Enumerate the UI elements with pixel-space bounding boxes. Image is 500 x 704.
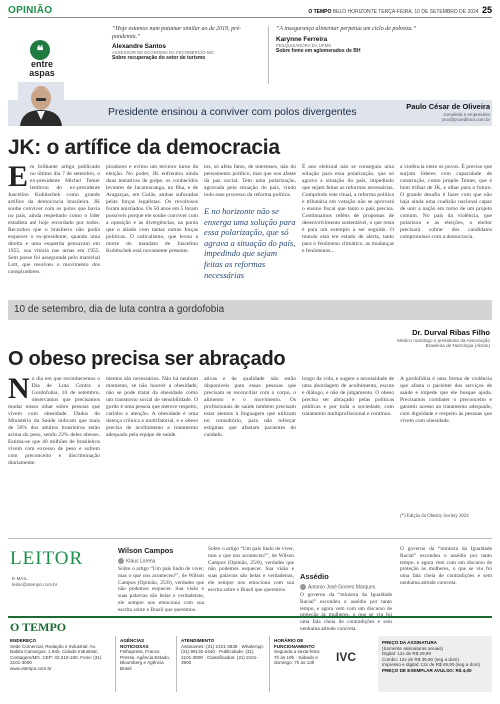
pull-quote: E no horizonte não se enxerga uma solução para essa polarização, que só agrava a situação do país, impedindo que sejam feitas as reformas necessárias — [204, 206, 296, 280]
column-banner-title: Presidente ensinou a conviver com polos divergentes — [108, 106, 357, 118]
service-title: ATENDIMENTO — [181, 638, 215, 643]
footer-service — [181, 638, 265, 666]
hours-title: HORÁRIO DE FUNCIONAMENTO — [274, 638, 315, 649]
article-headline: O obeso precisa ser abraçado — [8, 348, 286, 370]
article-column — [106, 376, 198, 526]
quote-role: ASSESSOR DE ECONOMIA DA FECOMÉRCIO-MG — [112, 50, 214, 55]
footer-prices — [382, 640, 490, 674]
letter-title: Assédio — [300, 572, 329, 581]
author-info — [442, 112, 490, 123]
author-portrait — [18, 82, 64, 126]
article-text: m brilhante artigo publicado no último dia 7 de setembro, o ex-presidente Michel Temer lembrou do ex-presidente Juscelino Kubitschek como grande artífice da democracia brasileira. JK soube conviver com os polos que havia no país, ainda respeitado como o líder estadista até hoje recordado por todos. Recordou que o brasileiro não podia esquecer o ex-presidente, quando uma direita e uma esquerda pensavam em 1955, sua vitória nas urnas em 1955. Sem posse foi assegurada pelo marechal Lott, que resolveu o movimento dos conspiradores. — [8, 164, 100, 275]
letter-body: O governo da “ministra da Igualdade Racial” escondeu o assédio por tanto tempo, e agora vem com um discurso de proteção às mulheres, o que se viu foi uma fala cheia de contradições e sem nenhuma atitude concreta. — [400, 546, 492, 586]
article-text: É ano eleitoral não se conseguiu uma solução para essa polarização, que só agrava a situação do país, impedindo que sejam feitas as reformas necessárias. Cumprindo este ritual, a reforma política e tributária em votação não se aprovará o ensino fiscal que tanto o país precisa. Continuamos reféns de propostas de desenvolvimento sustentável, o que resta é para um exemplo a ser seguido. O mundo está em estado de alerta, tanto para o fenômeno climático, as mudanças e fenômenos... — [302, 164, 394, 254]
quote-role: PESQUISADORA DA UFMG — [276, 42, 332, 48]
quote-text: “A insegurança alimentar perpetua um ciclo de pobreza.” — [276, 26, 417, 32]
ivc-logo: IVC — [336, 650, 357, 664]
address-title: ENDEREÇO — [10, 638, 37, 643]
article-column — [302, 164, 394, 292]
city: BELO HORIZONTE — [332, 9, 377, 15]
label-line1: entre — [30, 59, 53, 69]
letter-title: Wilson Campos — [118, 546, 174, 555]
article-text: longo da vida, e sugere a necessidade de uma abordagem de acolhimento, escuta e diálogo, e não de julgamento. O obeso precisa ser abraçado pelas políticas públicas e por toda a sociedade, com tratamento multiprofissional e contínuo. — [302, 376, 394, 417]
drop-cap: N — [8, 372, 30, 405]
date: TERÇA-FEIRA, 10 DE SETEMBRO DE 2024 — [378, 9, 479, 15]
address-text: Sede Comercial, Redação e Industrial: Av. Babita Camargos, 1.645, Cidade Industrial, Contagem/MG. CEP: 32.210-180. Fone: (31) 2101-3000 — [10, 643, 102, 666]
article-column — [8, 372, 100, 526]
article-text: piradores e evitou um terceiro turno da eleição. No poder, JK enfrentou ainda duas tentativas de golpe, os conhecidos levantes de Jacareacanga, na Ilha, e de Aragarças, em Goiás, ambas sufocadas pelas forças legalistas. Os revoltosos foram anistiados. Os 50 anos em 5 foram possíveis porque ele soube conviver com a oposição e as divergências, na ponta que o aliado com tantas outras forças políticas. O radicalismo, que levou a morte do mandato de Juscelino Kubitschek está novamente presente. — [106, 164, 198, 254]
letter-text — [118, 566, 204, 613]
article-column — [106, 164, 198, 292]
footer-agencies — [120, 638, 172, 672]
article-column — [302, 376, 394, 526]
newspaper-name: O TEMPO — [308, 9, 332, 15]
price-print: Impresso e digital: 12x de R$ 49,90 (seg a dom) — [382, 662, 481, 668]
page-header-info — [308, 5, 492, 15]
article-column — [400, 376, 492, 506]
footer-rule — [8, 616, 492, 618]
quote-name: Karynne Ferreira — [276, 35, 328, 43]
footer-logo: O TEMPO — [10, 620, 67, 634]
author-info — [397, 338, 490, 349]
price-single: PREÇO DE EXEMPLAR AVULSO: R$ 4,00 — [382, 667, 472, 673]
entre-aspas-label — [12, 60, 72, 78]
letter-author — [300, 584, 375, 590]
label-line2: aspas — [29, 68, 55, 78]
footer-hours — [274, 638, 326, 666]
article-text: mentos são necessários. Não há nenhum momento, se não houver a obesidade, não se pode tratar da obesidade como um transtorno social de sensibilidade. O gordo é uma pessoa que merece respeito, carinho e atenção. A obesidade é uma doença crônica e multifatorial, e o obeso precisa de acolhimento e tratamento adequado pela equipe de saúde. — [106, 376, 198, 438]
site-link[interactable]: www.otempo.com.br — [10, 665, 52, 671]
letter-text-continued — [208, 546, 294, 610]
price-subtitle: (Somente assinaturas anuais) — [382, 645, 444, 651]
section-rule — [8, 538, 492, 539]
hours-text: Segunda a sexta-feira: 7h às 19h · Sábado e domingo: 7h às 13h — [274, 649, 321, 666]
letter-text — [300, 592, 392, 632]
article-text: tos, só afeta fatos, de interesses, não do pensamento político, mas que nos afaste da paz social. Tem uma polarização, agravada pela situação do país, vindo todo esse processo da reforma política. — [204, 164, 296, 198]
agencies-title: AGÊNCIAS NOTICIOSAS — [120, 638, 149, 649]
quote-subject: Sobre recuperação do setor de turismo — [112, 55, 206, 61]
price-combo: Combo: 12x de R$ 39,90 (seg a dom) — [382, 656, 459, 662]
quote-icon: ❝ — [30, 40, 50, 60]
author-name: Dr. Durval Ribas Filho — [412, 328, 490, 337]
article-column — [204, 164, 296, 200]
agencies-text: Folhapress, France Presse, Agência Estado, Bloomberg e Agência Brasil — [120, 649, 171, 671]
article-text: A gordofobia é uma forma de violência que afasta o paciente dos serviços de saúde e impede que ele busque ajuda. Precisamos combater o preconceito e garantir acesso ao tratamento adequado, com dignidade e respeito às pessoas que vivem com obesidade. — [400, 376, 492, 424]
price-title: PREÇO DA ASSINATURA — [382, 640, 437, 645]
page-number: 25 — [481, 5, 492, 15]
service-text: Assinantes: (31) 2101-3838 · WhatsApp: (31) 99132-2440 · Publicidade: (31) 2101-3800 · Classificados: (31) 2101-3900 — [181, 643, 264, 666]
letter-body: Sobre o artigo “Um país lindo de viver, mas o que nos aconteceu?”, de Wilson Campos (Opinião, 25/8), verdades que não podemos esquecer. Sua visão e suas palavras são belas e verdadeiras, ele sempre nos emociona com sua escrita sobre o Brasil que queremos. — [208, 546, 294, 593]
article-text: ativas e de qualidade não estão disponíveis para essas pessoas que precisam se reconciliar com o corpo, o alimento e o movimento. Os profissionais de saúde também precisam estar atentos à linguagem que utilizam no consultório, para não reforçar estigmas que afastam pacientes do cuidado. — [204, 376, 296, 438]
footer-address — [10, 638, 110, 672]
article-column — [400, 164, 492, 292]
quote-text: “Hoje estamos num patamar similar ao de 2019, pré-pandemia.” — [112, 26, 242, 40]
email-address[interactable]: leitor@otempo.com.br — [12, 581, 58, 587]
article-column — [204, 376, 296, 526]
article-headline: JK: o artífice da democracia — [8, 136, 280, 159]
article-text: a violência entre os povos. É preciso que surjam líderes com capacidade de construção, como propõe Temer, que é bom trilhar de JK, e olhar para o futuro. O grande desafio é fazer com que não haja ainda uma coalizão nacional capaz de unir a nação em torno de um projeto comum. No país da violência, que polarizou e as eleições, o eleitor precisará cobrar dos candidatos compromisso com a democracia. — [400, 164, 492, 240]
quote-subject: Sobre fome em aglomerados de BH — [276, 47, 361, 54]
section-title: OPINIÃO — [8, 5, 53, 16]
author-org: Brasileira de Nutrologia (Abran) — [425, 343, 490, 349]
quote-name: Alexandre Santos — [112, 43, 166, 50]
header-rule — [8, 17, 492, 18]
author-role: Jornalista e empresário — [443, 112, 490, 117]
footer-divider — [176, 636, 177, 692]
article-text: o dia em que reconhecemos o Dia de Luta Contra a Gordofobia, 10 de setembro, observamos que precisamos mudar nosso olhar sobre pessoas que vivem com obesidade. Dados do Ministério da Saúde indicam que mais de 56% dos adultos brasileiros estão acima do peso, sendo 22% deles obesos. Estima-se que 40 milhões de brasileiros vivem com excesso de peso e sofrem com preconceito e discriminação diariamente. — [8, 376, 100, 466]
quote-block-1 — [112, 26, 262, 61]
letter-author — [118, 558, 155, 564]
avatar — [118, 558, 124, 564]
price-digital: Digital: 12x de R$ 29,90 — [382, 651, 432, 657]
quote-block-2 — [276, 26, 426, 54]
footnote: (*) Edição do Obesity Society 2024 — [400, 514, 469, 519]
article-column — [8, 160, 100, 292]
letter-author-name: Klaus Lorena — [126, 558, 156, 565]
author-email: pco@pcoeditora.com.br — [442, 117, 490, 123]
letter-body: O governo da “ministra da Igualdade Racial” escondeu o assédio por tanto tempo, e agora vem com um discurso de uma fala cheia de contradições e sem nenhuma atitude concreta. — [300, 592, 392, 632]
letter-author-name: Antonio José Gomes Marques — [308, 584, 376, 591]
letter-body: Sobre o artigo “Um país lindo de viver, mas o que nos aconteceu?”, de Wilson Campos (Opinião, 25/8), verdades que não podemos esquecer. Sua visão e suas palavras são belas e verdadeiras, ele sempre nos emociona com sua escrita sobre o Brasil que queremos. — [118, 566, 204, 613]
quote-divider — [268, 26, 269, 84]
email-label: E-MAIL — [12, 576, 28, 581]
footer-divider — [115, 636, 116, 692]
footer-divider — [269, 636, 270, 692]
column-banner-title: 10 de setembro, dia de luta contra a gordofobia — [14, 304, 225, 315]
leitor-contact — [12, 576, 57, 587]
author-role: Médico nutrólogo e presidente da Associação — [397, 338, 490, 343]
leitor-logo: LEITOR — [10, 548, 84, 569]
avatar — [300, 584, 306, 590]
author-name: Paulo César de Oliveira — [406, 102, 490, 111]
letter-text-continued — [400, 546, 492, 612]
drop-cap: E — [8, 160, 29, 193]
